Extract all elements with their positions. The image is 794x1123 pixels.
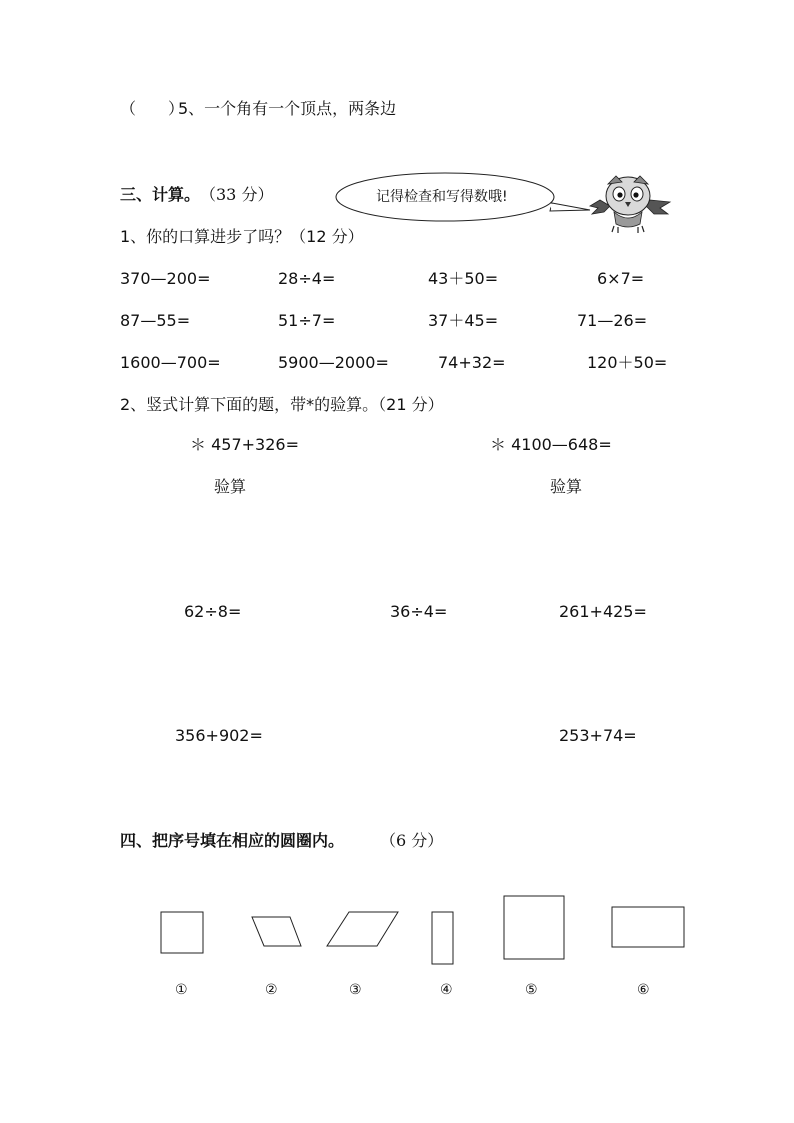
section4-title: 四、把序号填在相应的圆圈内。: [120, 831, 345, 850]
mental-math-item: 120＋50=: [587, 353, 668, 372]
part1-title: 1、你的口算进步了吗？（12 分）: [120, 227, 364, 246]
shape-rectangle-wide: [612, 907, 684, 947]
shape-rectangle-tall: [432, 912, 453, 964]
vertical-calc-item: 261+425=: [559, 602, 647, 621]
vertical-calc-item: 62÷8=: [184, 602, 242, 621]
mental-math-item: 51÷7=: [278, 311, 336, 330]
shape-label: ④: [440, 982, 453, 998]
shape-square-small: [161, 912, 203, 953]
bubble-text: 记得检查和写得数哦!: [376, 189, 508, 205]
mental-math-item: 1600—700=: [120, 353, 221, 372]
shape-label: ②: [265, 982, 278, 998]
q5-paren: （ ）: [120, 99, 185, 118]
star-problem-1: ＊ 457+326=: [190, 435, 299, 454]
star-problem-2: ＊ 4100—648=: [490, 435, 612, 454]
mental-math-item: 43＋50=: [428, 269, 499, 288]
section3-title: 三、计算。: [120, 185, 201, 204]
part2-title: 2、竖式计算下面的题，带*的验算。（21 分）: [120, 395, 444, 414]
check-label-2: 验算: [550, 477, 583, 496]
mental-math-item: 370—200=: [120, 269, 211, 288]
mental-math-item: 6×7=: [597, 269, 645, 288]
check-label-1: 验算: [214, 477, 247, 496]
q5-text: 5、一个角有一个顶点，两条边: [178, 99, 397, 118]
shape-label: ⑤: [525, 982, 538, 998]
owl-icon: [588, 172, 672, 236]
vertical-calc-item: 253+74=: [559, 726, 637, 745]
mental-math-item: 37＋45=: [428, 311, 499, 330]
mental-math-item: 5900—2000=: [278, 353, 389, 372]
shape-label: ①: [175, 982, 188, 998]
vertical-calc-item: 356+902=: [175, 726, 263, 745]
shape-parallelogram-small: [252, 917, 301, 946]
shapes-row: [0, 890, 794, 980]
mental-math-item: 71—26=: [577, 311, 648, 330]
mental-math-item: 74+32=: [438, 353, 506, 372]
section3-score: （33 分）: [200, 185, 274, 204]
mental-math-item: 28÷4=: [278, 269, 336, 288]
shape-parallelogram-large: [327, 912, 398, 946]
shape-label: ⑥: [637, 982, 650, 998]
shape-label: ③: [349, 982, 362, 998]
section4-score: （6 分）: [380, 831, 444, 850]
mental-math-item: 87—55=: [120, 311, 191, 330]
shape-square-large: [504, 896, 564, 959]
vertical-calc-item: 36÷4=: [390, 602, 448, 621]
